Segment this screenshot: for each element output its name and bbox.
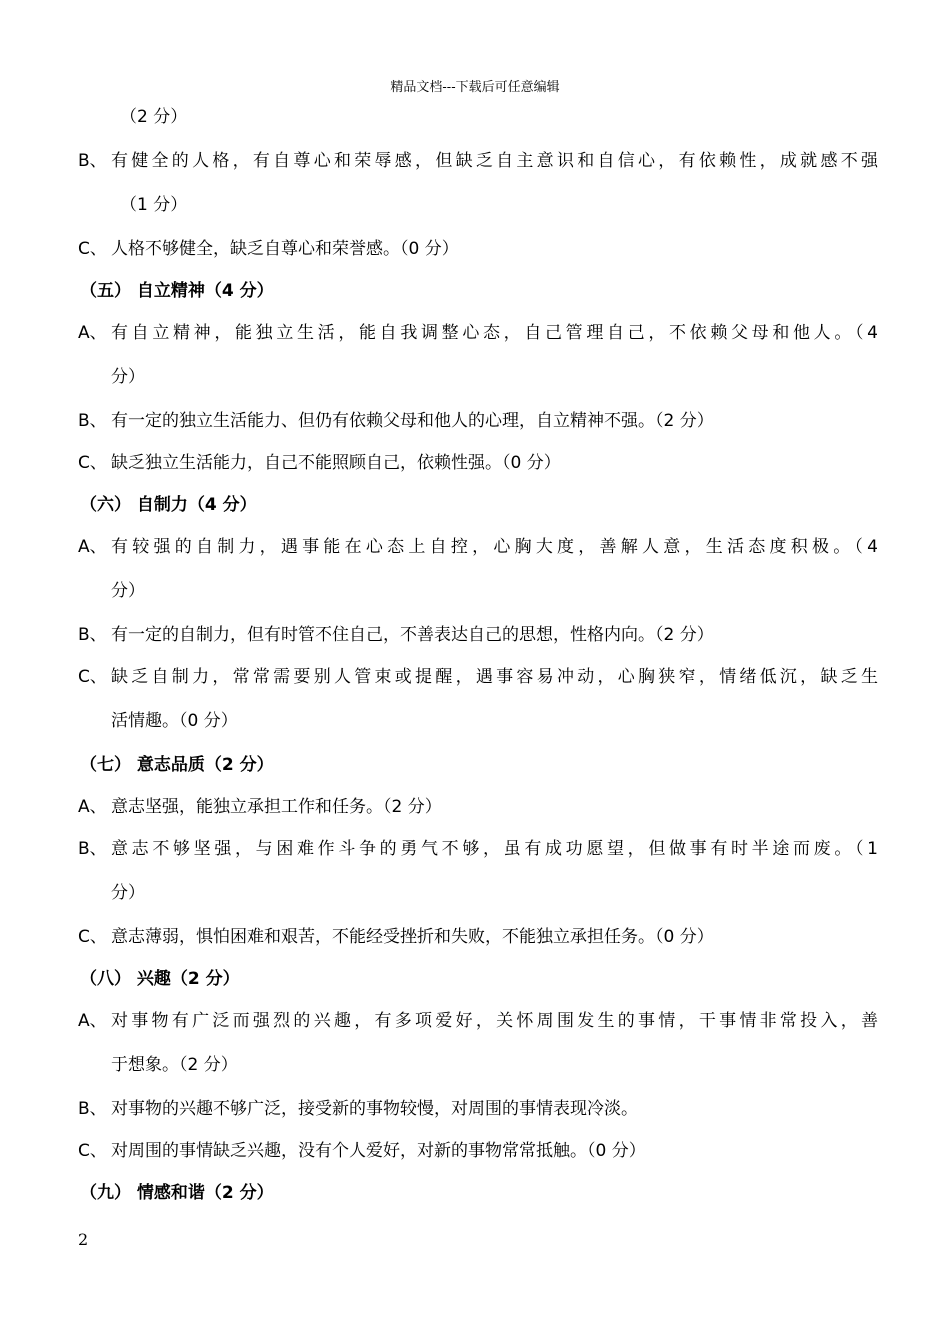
option-text: 缺乏独立生活能力，自己不能照顾自己，依赖性强。（0 分） [111, 453, 561, 473]
option-text: 有自立精神，能独立生活，能自我调整心态，自己管理自己，不依赖父母和他人。（4 [111, 323, 878, 343]
option-label: C、 [78, 667, 107, 687]
option-label: A、 [78, 323, 107, 343]
option-b [78, 400, 878, 442]
continuation-line: （1 分） [120, 195, 188, 215]
continuation-line: 分） [111, 883, 145, 903]
option-text: 有一定的独立生活能力、但仍有依赖父母和他人的心理，自立精神不强。（2 分） [111, 411, 714, 431]
option-c [78, 228, 878, 270]
option-text: 意志坚强，能独立承担工作和任务。（2 分） [111, 797, 442, 817]
option-text: 对周围的事情缺乏兴趣，没有个人爱好，对新的事物常常抵触。（0 分） [111, 1141, 646, 1161]
option-text: 对事物有广泛而强烈的兴趣，有多项爱好，关怀周围发生的事情，干事情非常投入，善 [111, 1011, 878, 1031]
option-a [78, 312, 878, 354]
option-label: C、 [78, 1141, 107, 1161]
option-c [78, 656, 878, 698]
option-b [78, 140, 878, 182]
option-label: B、 [78, 1099, 107, 1119]
continuation-line: 于想象。（2 分） [111, 1055, 238, 1075]
option-label: B、 [78, 411, 107, 431]
continuation-line: 分） [111, 367, 145, 387]
option-a [78, 786, 878, 828]
option-text: 人格不够健全，缺乏自尊心和荣誉感。（0 分） [111, 239, 459, 259]
option-text: 意志不够坚强，与困难作斗争的勇气不够，虽有成功愿望，但做事有时半途而废。（1 [111, 839, 878, 859]
option-label: B、 [78, 839, 107, 859]
option-label: C、 [78, 453, 107, 473]
page-header: 精品文档---下载后可任意编辑 [390, 80, 560, 95]
option-label: C、 [78, 927, 107, 947]
option-label: A、 [78, 1011, 107, 1031]
option-c [78, 1130, 878, 1172]
option-c [78, 916, 878, 958]
option-text: 有健全的人格，有自尊心和荣辱感，但缺乏自主意识和自信心，有依赖性，成就感不强 [111, 151, 878, 171]
option-c [78, 442, 878, 484]
option-b [78, 1088, 878, 1130]
section-heading: （八） 兴趣（2 分） [80, 969, 240, 989]
option-a [78, 526, 878, 568]
section-heading: （五） 自立精神（4 分） [80, 281, 274, 301]
option-b [78, 828, 878, 870]
option-text: 有较强的自制力，遇事能在心态上自控，心胸大度，善解人意，生活态度积极。（4 [111, 537, 878, 557]
option-label: B、 [78, 151, 107, 171]
document-body [78, 94, 878, 1214]
continuation-line: 分） [111, 581, 145, 601]
option-label: C、 [78, 239, 107, 259]
option-label: B、 [78, 625, 107, 645]
option-text: 对事物的兴趣不够广泛，接受新的事物较慢，对周围的事情表现冷淡。 [111, 1099, 638, 1119]
page-number: 2 [78, 1230, 89, 1249]
option-b [78, 614, 878, 656]
option-text: 缺乏自制力，常常需要别人管束或提醒，遇事容易冲动，心胸狭窄，情绪低沉，缺乏生 [111, 667, 878, 687]
option-text: 有一定的自制力，但有时管不住自己，不善表达自己的思想，性格内向。（2 分） [111, 625, 714, 645]
option-label: A、 [78, 537, 107, 557]
continuation-line: 活情趣。（0 分） [111, 711, 238, 731]
option-label: A、 [78, 797, 107, 817]
section-heading: （七） 意志品质（2 分） [80, 755, 274, 775]
section-heading: （六） 自制力（4 分） [80, 495, 257, 515]
option-a [78, 1000, 878, 1042]
section-heading: （九） 情感和谐（2 分） [80, 1183, 274, 1203]
option-text: 意志薄弱，惧怕困难和艰苦，不能经受挫折和失败，不能独立承担任务。（0 分） [111, 927, 714, 947]
continuation-line: （2 分） [120, 107, 188, 127]
